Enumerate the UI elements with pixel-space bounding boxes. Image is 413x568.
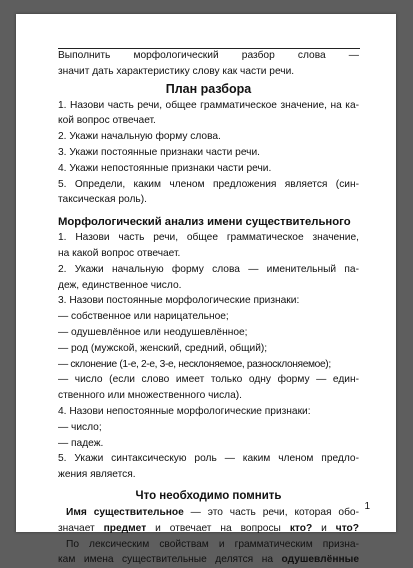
noun-line: — число (если слово имеет только одну форму — един- xyxy=(58,374,359,386)
plan-line: 3. Укажи постоянные признаки части речи. xyxy=(58,146,260,158)
intro-line: значит дать характеристику слову как части речи. xyxy=(58,65,295,77)
remember-line xyxy=(58,505,359,521)
noun-line: деж, единственное число. xyxy=(58,279,182,291)
noun-line: 1. Назови часть речи, общее грамматическое значение, xyxy=(58,232,359,244)
noun-analysis-title: Морфологический анализ имени существительного xyxy=(58,216,351,229)
plan-line: кой вопрос отвечает. xyxy=(58,115,156,127)
plan-line: таксическая роль). xyxy=(58,194,147,206)
term-noun: Имя существительное xyxy=(66,506,184,518)
remember-text: — это часть речи, которая обо- xyxy=(183,506,359,518)
term-who: кто? xyxy=(289,522,313,534)
noun-line: на какой вопрос отвечает. xyxy=(58,247,181,259)
remember-line xyxy=(58,552,359,568)
page-number: 1 xyxy=(364,501,370,512)
page-content xyxy=(58,48,359,568)
document-page xyxy=(16,14,396,566)
noun-line: ственного или множественного числа). xyxy=(58,390,243,402)
remember-title: Что необходимо помнить xyxy=(135,489,282,502)
plan-line: 4. Укажи непостоянные признаки части речи. xyxy=(58,162,272,174)
noun-line: — склонение (1-е, 2-е, 3-е, несклоняемое, разносклоняемое); xyxy=(58,358,331,370)
plan-line: 5. Определи, каким членом предложения является (син- xyxy=(58,178,359,190)
remember-line: По лексическим свойствам и грамматическим призна- xyxy=(66,538,359,550)
noun-line: 5. Укажи синтаксическую роль — каким членом предло- xyxy=(58,453,359,465)
noun-line: 4. Назови непостоянные морфологические признаки: xyxy=(58,405,311,417)
remember-text: кам имена существительные делятся на xyxy=(58,554,282,566)
noun-line: 2. Укажи начальную форму слова — именительный па- xyxy=(58,263,359,275)
noun-line: — число; xyxy=(58,421,102,433)
intro-line: Выполнить морфологический разбор слова — xyxy=(58,50,359,61)
term-what: что? xyxy=(335,522,359,534)
term-animate: одушевлённые xyxy=(281,554,359,566)
plan-title: План разбора xyxy=(165,81,252,96)
remember-text: и xyxy=(312,522,336,534)
noun-line: жения является. xyxy=(58,469,136,481)
plan-line: 1. Назови часть речи, общее грамматическое значение, на ка- xyxy=(58,99,359,111)
noun-line: — собственное или нарицательное; xyxy=(58,311,229,323)
remember-text: значает xyxy=(58,522,104,534)
noun-line: — род (мужской, женский, средний, общий); xyxy=(58,342,268,354)
remember-line xyxy=(58,521,359,537)
noun-line: 3. Назови постоянные морфологические признаки: xyxy=(58,295,300,307)
noun-line: — падеж. xyxy=(58,437,104,449)
remember-text: и отвечает на вопросы xyxy=(146,522,290,534)
noun-line: — одушевлённое или неодушевлённое; xyxy=(58,326,248,338)
term-object: предмет xyxy=(103,522,147,534)
plan-line: 2. Укажи начальную форму слова. xyxy=(58,131,221,143)
